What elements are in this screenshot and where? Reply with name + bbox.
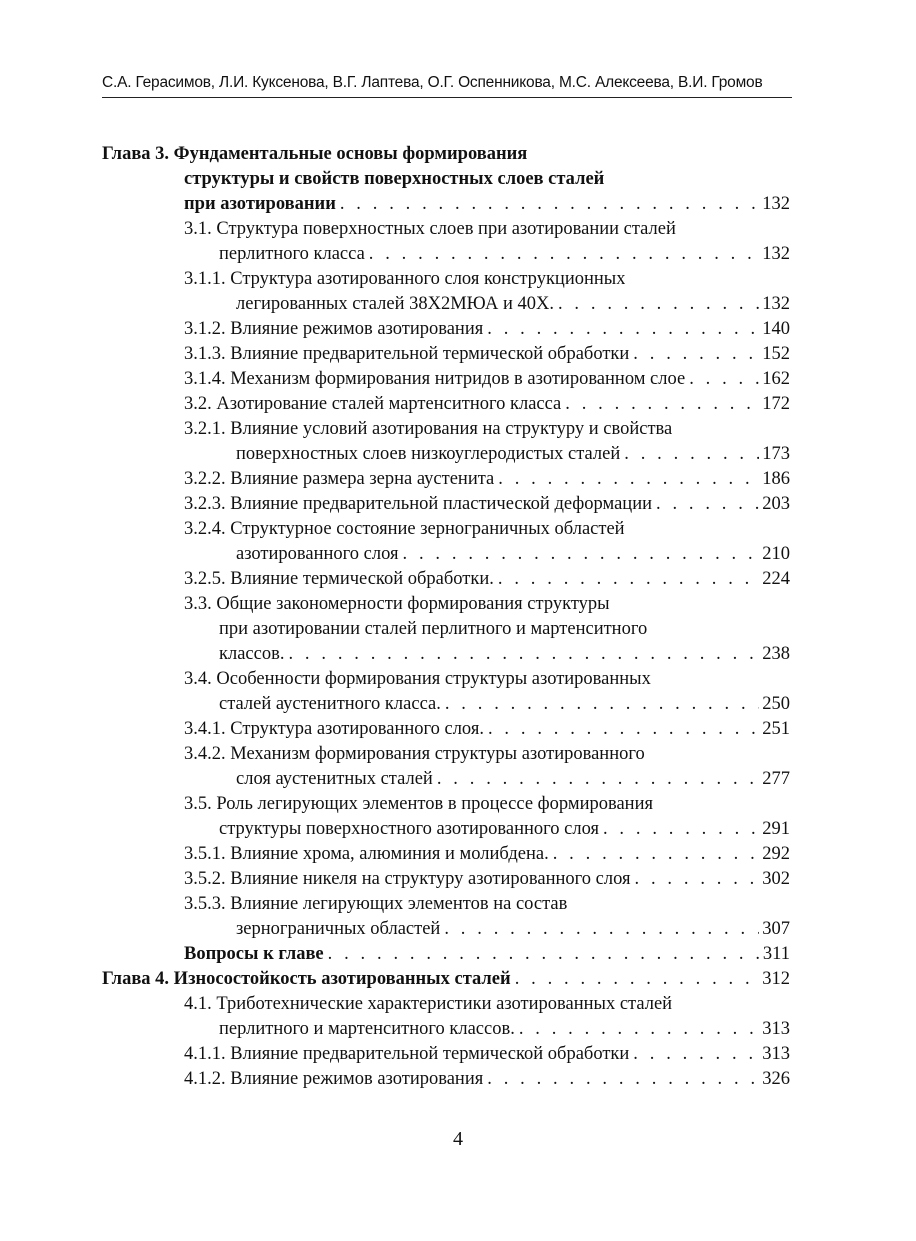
toc-entry-3-5 (219, 817, 790, 842)
toc-page-number: 152 (762, 344, 790, 364)
toc-entry-label: 3.1.2. Влияние режимов азотирования (184, 319, 484, 339)
toc-page-number: 173 (762, 444, 790, 464)
toc-entry-label: при азотировании (184, 194, 336, 214)
leader-dots (633, 342, 759, 367)
toc-page-number: 203 (762, 494, 790, 514)
toc-entry-label: 4.1.1. Влияние предварительной термической обработки (184, 1044, 630, 1064)
toc-entry-label: 3.5.1. Влияние хрома, алюминия и молибдена. (184, 844, 549, 864)
toc-entry-3-5-3-title: 3.5.3. Влияние легирующих элементов на состав (184, 894, 568, 914)
toc-entry-3-3 (219, 642, 790, 667)
toc-page-number: 313 (762, 1019, 790, 1039)
toc-entry-3-4-2-title: 3.4.2. Механизм формирования структуры азотированного (184, 744, 645, 764)
toc-page-number: 326 (762, 1069, 790, 1089)
toc-entry-label: зернограничных областей (236, 919, 441, 939)
leader-dots (603, 817, 759, 842)
toc-page-number: 132 (762, 194, 790, 214)
toc-entry-3-5-1 (184, 842, 790, 867)
toc-page-number: 162 (762, 369, 790, 389)
toc-page-number: 251 (762, 719, 790, 739)
toc-entry-label: перлитного класса (219, 244, 365, 264)
toc-entry-label: 3.2.5. Влияние термической обработки. (184, 569, 494, 589)
toc-entry-3-1-3 (184, 342, 790, 367)
toc-entry-label: перлитного и мартенситного классов. (219, 1019, 515, 1039)
leader-dots (487, 317, 759, 342)
toc-entry-4-1 (219, 1017, 790, 1042)
toc-entry-3-4-1 (184, 717, 790, 742)
leader-dots (689, 367, 759, 392)
toc-entry-questions (184, 942, 790, 967)
toc-page-number: 307 (762, 919, 790, 939)
toc-page-number: 224 (762, 569, 790, 589)
leader-dots (565, 392, 759, 417)
toc-entry-3-2-1-title: 3.2.1. Влияние условий азотирования на структуру и свойства (184, 419, 673, 439)
toc-entry-label: поверхностных слоев низкоуглеродистых сталей (236, 444, 621, 464)
toc-entry-3-1-4 (184, 367, 790, 392)
toc-entry-3-2-4 (236, 542, 790, 567)
toc-entry-3-1 (219, 242, 790, 267)
toc-entry-label: структуры поверхностного азотированного слоя (219, 819, 599, 839)
toc-entry-3-2-4-title: 3.2.4. Структурное состояние зернограничных областей (184, 519, 625, 539)
toc-entry-4-1-2 (184, 1067, 790, 1092)
toc-entry-label: сталей аустенитного класса. (219, 694, 441, 714)
leader-dots (444, 917, 759, 942)
leader-dots (498, 467, 759, 492)
toc-entry-3-4 (219, 692, 790, 717)
toc-entry-3-1-1 (236, 292, 790, 317)
toc-chapter-3-title-cont: структуры и свойств поверхностных слоев сталей (184, 169, 605, 189)
toc-chapter-4-title: Глава 4. Износостойкость азотированных сталей (102, 969, 511, 989)
toc-entry-label: 3.2.3. Влияние предварительной пластической деформации (184, 494, 652, 514)
toc-entry-ch3 (184, 192, 790, 217)
toc-entry-label: 4.1.2. Влияние режимов азотирования (184, 1069, 484, 1089)
toc-entry-label: легированных сталей 38Х2МЮА и 40Х. (236, 294, 554, 314)
toc-page-number: 132 (762, 244, 790, 264)
toc-page-number: 186 (762, 469, 790, 489)
toc-entry-3-5-title: 3.5. Роль легирующих элементов в процессе формирования (184, 794, 653, 814)
leader-dots (328, 942, 760, 967)
leader-dots (488, 717, 759, 742)
toc-chapter-3-title: Глава 3. Фундаментальные основы формирования (102, 144, 528, 164)
toc-page-number: 311 (762, 944, 790, 964)
leader-dots (519, 1017, 759, 1042)
leader-dots (635, 867, 760, 892)
toc-entry-label: азотированного слоя (236, 544, 399, 564)
toc-entry-3-2-3 (184, 492, 790, 517)
toc-entry-3-5-3 (236, 917, 790, 942)
leader-dots (558, 292, 759, 317)
leader-dots (288, 642, 759, 667)
toc-entry-label: 3.5.2. Влияние никеля на структуру азотированного слоя (184, 869, 631, 889)
toc-entry-3-2 (184, 392, 790, 417)
leader-dots (498, 567, 759, 592)
toc-entry-3-3-title-cont: при азотировании сталей перлитного и мартенситного (219, 619, 648, 639)
leader-dots (403, 542, 760, 567)
toc-entry-ch4 (102, 967, 790, 992)
toc-entry-3-1-title: 3.1. Структура поверхностных слоев при азотировании сталей (184, 219, 676, 239)
toc-page-number: 292 (762, 844, 790, 864)
leader-dots (515, 967, 760, 992)
toc-entry-3-2-1 (236, 442, 790, 467)
toc-entry-3-1-2 (184, 317, 790, 342)
leader-dots (624, 442, 759, 467)
toc-entry-label: 3.1.4. Механизм формирования нитридов в азотированном слое (184, 369, 686, 389)
toc-entry-label: слоя аустенитных сталей (236, 769, 433, 789)
toc-entry-label: Вопросы к главе (184, 944, 324, 964)
toc-page-number: 312 (762, 969, 790, 989)
leader-dots (437, 767, 759, 792)
leader-dots (487, 1067, 759, 1092)
running-header: С.А. Герасимов, Л.И. Куксенова, В.Г. Лаптева, О.Г. Оспенникова, М.С. Алексеева, В.И. Громов (102, 74, 763, 91)
toc-entry-label: 3.2.2. Влияние размера зерна аустенита (184, 469, 495, 489)
leader-dots (445, 692, 759, 717)
leader-dots (553, 842, 760, 867)
toc-entry-3-4-title: 3.4. Особенности формирования структуры азотированных (184, 669, 651, 689)
leader-dots (633, 1042, 759, 1067)
toc-entry-3-2-5 (184, 567, 790, 592)
toc-entry-3-5-2 (184, 867, 790, 892)
toc-page-number: 140 (762, 319, 790, 339)
toc-page-number: 210 (762, 544, 790, 564)
toc-page-number: 132 (762, 294, 790, 314)
page-number: 4 (453, 1128, 463, 1150)
toc-entry-4-1-title: 4.1. Триботехнические характеристики азотированных сталей (184, 994, 673, 1014)
toc-entry-label: классов. (219, 644, 285, 664)
toc-entry-3-4-2 (236, 767, 790, 792)
leader-dots (656, 492, 759, 517)
leader-dots (340, 192, 759, 217)
toc-entry-label: 3.1.3. Влияние предварительной термической обработки (184, 344, 630, 364)
toc-page-number: 238 (762, 644, 790, 664)
toc-page-number: 302 (762, 869, 790, 889)
toc-page-number: 250 (762, 694, 790, 714)
toc-page-number: 172 (762, 394, 790, 414)
toc-page-number: 313 (762, 1044, 790, 1064)
toc-entry-3-3-title: 3.3. Общие закономерности формирования структуры (184, 594, 610, 614)
toc-entry-label: 3.2. Азотирование сталей мартенситного класса (184, 394, 562, 414)
toc-entry-3-2-2 (184, 467, 790, 492)
toc-entry-label: 3.4.1. Структура азотированного слоя. (184, 719, 484, 739)
leader-dots (369, 242, 759, 267)
header-rule (102, 97, 792, 98)
toc-page-number: 277 (762, 769, 790, 789)
toc-entry-3-1-1-title: 3.1.1. Структура азотированного слоя конструкционных (184, 269, 626, 289)
toc-entry-4-1-1 (184, 1042, 790, 1067)
toc-page-number: 291 (762, 819, 790, 839)
